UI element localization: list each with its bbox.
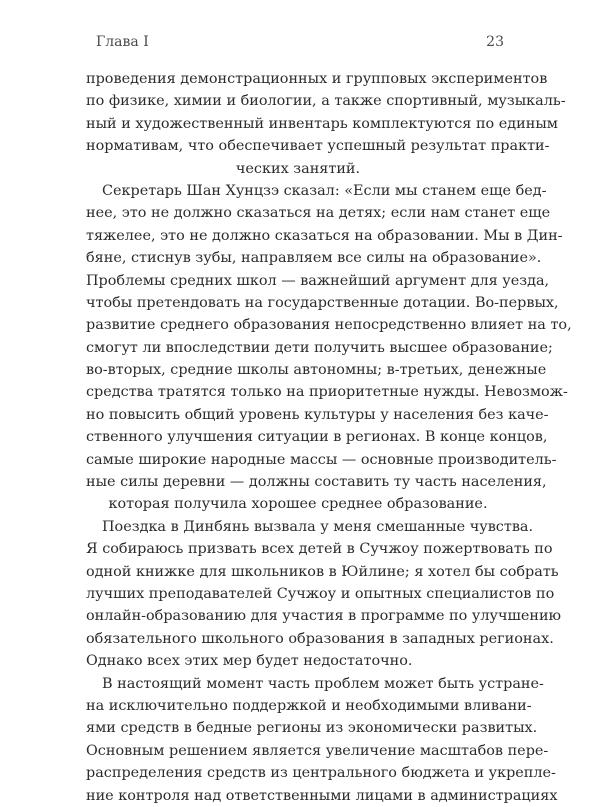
- paragraph: [86, 180, 572, 516]
- text-line: которая получила хорошее среднее образование.: [108, 496, 488, 513]
- text-line: Проблемы средних школ — важнейший аргумент для уезда,: [86, 272, 550, 289]
- text-line: лучших преподавателей Сучжоу и опытных специалистов по: [86, 585, 555, 602]
- chapter-title: Глава I: [96, 34, 149, 50]
- text-line: во-вторых, средние школы автономны; в-третьих, денежные: [86, 362, 547, 379]
- paragraph: [86, 673, 558, 807]
- text-line: Основным решением является увеличение масштабов пере-: [86, 742, 549, 759]
- text-line: нормативам, что обеспечивает успешный результат практи-: [86, 138, 550, 155]
- text-line: самые широкие народные массы — основные производитель-: [86, 451, 557, 468]
- text-line: ные силы деревни — должны составить ту часть населения,: [86, 474, 547, 491]
- text-line: ственного улучшения ситуации в регионах. В конце концов,: [86, 429, 548, 446]
- paragraph: [86, 516, 562, 673]
- text-line: онлайн-образованию для участия в программе по улучшению: [86, 608, 562, 625]
- text-line: обязательного школьного образования в западных регионах.: [86, 630, 554, 647]
- text-line: ями средств в бедные регионы из экономически развитых.: [86, 720, 538, 737]
- text-line: распределения средств из центрального бюджета и укрепле-: [86, 765, 556, 782]
- text-line: ческих занятий.: [235, 160, 361, 177]
- running-header: [96, 34, 504, 54]
- text-line: одной книжке для школьников в Юйлине; я хотел бы собрать: [86, 563, 559, 580]
- text-line: но повысить общий уровень культуры у населения без каче-: [86, 406, 549, 423]
- text-line: бяне, стиснув зубы, направляем все силы на образование».: [86, 250, 542, 267]
- text-line: ние контроля над ответственными лицами в администрациях: [86, 787, 558, 804]
- text-line: Однако всех этих мер будет недостаточно.: [86, 653, 413, 670]
- text-line: средства тратятся только на приоритетные нужды. Невозмож-: [86, 384, 568, 401]
- text-line: нее, это не должно сказаться на детях; если нам станет еще: [86, 205, 551, 222]
- text-line: чтобы претендовать на государственные дотации. Во-первых,: [86, 294, 559, 311]
- text-line: на исключительно поддержкой и необходимыми вливани-: [86, 697, 532, 714]
- page-number: 23: [486, 34, 504, 50]
- paragraph: [86, 68, 566, 180]
- text-line: по физике, химии и биологии, а также спортивный, музыкаль-: [86, 93, 566, 110]
- text-line: тяжелее, это не должно сказаться на образовании. Мы в Дин-: [86, 227, 563, 244]
- body-text: [86, 68, 572, 807]
- text-line: Секретарь Шан Хунцзэ сказал: «Если мы станем еще бед-: [102, 182, 547, 199]
- text-line: проведения демонстрационных и групповых экспериментов: [86, 71, 548, 87]
- text-line: развитие среднего образования непосредственно влияет на то,: [86, 317, 572, 334]
- text-line: Поездка в Динбянь вызвала у меня смешанные чувства.: [102, 518, 534, 535]
- text-line: Я собираюсь призвать всех детей в Сучжоу пожертвовать по: [86, 541, 553, 558]
- text-line: ный и художественный инвентарь комплектуются по единым: [86, 115, 558, 132]
- text-line: В настоящий момент часть проблем может быть устране-: [102, 675, 544, 692]
- text-line: смогут ли впоследствии дети получить высшее образование;: [86, 339, 553, 356]
